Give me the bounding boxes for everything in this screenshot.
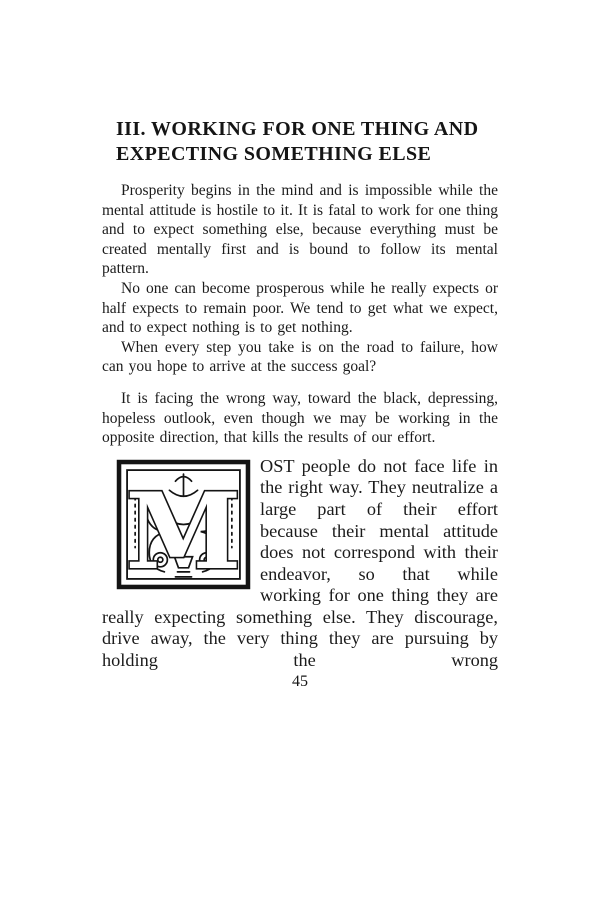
dropcap-paragraph [102,456,498,672]
paragraph-prosperity: Prosperity begins in the mind and is impossible while the mental attitude is hostile to it. It is fatal to work for one thing and to expect something else, because everything must be created mentally first and is bound to follow its mental pattern. [102,182,498,278]
dropcap-text: OST people do not face life in the right way. They neutralize a large part of their effort because their mental attitude does not correspond with their endeavor, so that while working for one thing they are really expecting something else. They discourage, drive away, the very thing they are pursuing by holding the wrong [102,455,498,671]
page-number: 45 [292,672,308,690]
book-page [102,0,498,692]
chapter-heading [102,117,498,167]
paragraph-facing-wrong-way: It is facing the wrong way, toward the black, depressing, hopeless outlook, even though we may be working in the opposite direction, that kills the results of our effort. [102,389,498,447]
ornate-initial-m-woodcut-icon [116,458,251,591]
paragraph-no-one: No one can become prosperous while he really expects or half expects to remain poor. We tend to get what we expect, and to expect nothing is to get nothing. [102,279,498,337]
chapter-heading-line1: III. WORKING FOR ONE THING AND [116,118,479,140]
paragraph-when-every-step: When every step you take is on the road to failure, how can you hope to arrive at the success goal? [102,338,498,376]
chapter-heading-line2: EXPECTING SOMETHING ELSE [116,143,432,165]
dropcap-letter: M [125,469,242,591]
